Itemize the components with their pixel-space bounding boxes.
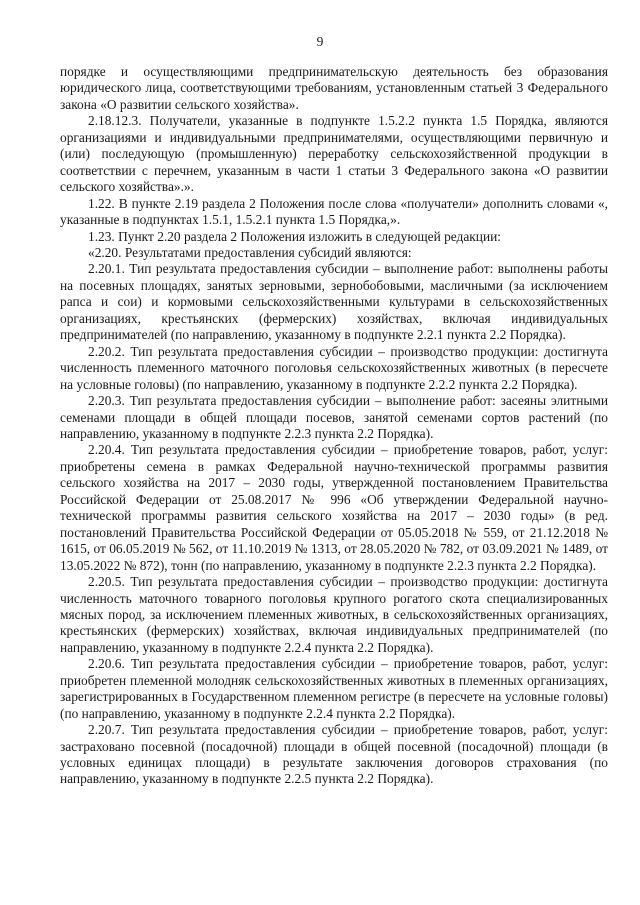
paragraph-2-20-1: 2.20.1. Тип результата предоставления субсидии – выполнение работ: выполнены работы на посевных площадях, занятых зерновыми, зернобобовыми, масличными (за исключением рапса и сои) и кормовыми сельскохозяйственными культурами в сельскохозяйственных организациях, крестьянских (фермерских) хозяйствах, включая индивидуальных предпринимателей (по направлению, указанному в подпункте 2.2.1 пункта 2.2 Порядка). <box>60 261 608 343</box>
paragraph-2-20-3: 2.20.3. Тип результата предоставления субсидии – выполнение работ: засеяны элитными семенами площади в общей площади посевов, занятой семенами сортов растений (по направлению, указанному в подпункте 2.2.3 пункта 2.2 Порядка). <box>60 393 608 441</box>
paragraph-2-20: «2.20. Результатами предоставления субсидий являются: <box>88 244 412 260</box>
paragraph-continuation: порядке и осуществляющими предпринимательскую деятельность без образования юридического лица, соответствующими требованиям, установленным статьей 3 Федерального закона «О развитии сельского хозяйства». <box>60 64 608 112</box>
paragraph-1-23: 1.23. Пункт 2.20 раздела 2 Положения изложить в следующей редакции: <box>88 228 502 244</box>
paragraph-2-20-7: 2.20.7. Тип результата предоставления субсидии – приобретение товаров, работ, услуг: застраховано посевной (посадочной) площади в общей посевной (посадочной) площади (в условных единицах площади) в результате заключения договоров страхования (по направлению, указанному в подпункте 2.2.5 пункта 2.2 Порядка). <box>60 722 608 787</box>
paragraph-2-20-5: 2.20.5. Тип результата предоставления субсидии – производство продукции: достигнута численность маточного товарного поголовья крупного рогатого скота специализированных мясных пород, за исключением племенных животных, в сельскохозяйственных организациях, крестьянских (фермерских) хозяйствах, включая индивидуальных предпринимателей (по направлению, указанному в подпункте 2.2.4 пункта 2.2 Порядка). <box>60 574 608 655</box>
page-number: 9 <box>316 34 324 49</box>
paragraph-2-20-4: 2.20.4. Тип результата предоставления субсидии – приобретение товаров, работ, услуг: приобретены семена в рамках Федеральной научно-технической программы развития сельского хозяйства на 2017 – 2030 годы, утвержденной постановлением Правительства Российской Федерации от 25.08.2017 № 996 «Об утверждении Федеральной научно-технической программы развития сельского хозяйства на 2017 – 2030 годы» (в ред. постановлений Правительства Российской Федерации от 05.05.2018 № 559, от 21.12.2018 № 1615, от 06.05.2019 № 562, от 11.10.2019 № 1313, от 28.05.2020 № 782, от 03.09.2021 № 1489, от 13.05.2022 № 872), тонн (по направлению, указанному в подпункте 2.2.3 пункта 2.2 Порядка). <box>60 442 608 573</box>
paragraph-1-22: 1.22. В пункте 2.19 раздела 2 Положения после слова «получатели» дополнить словами «, указанные в подпунктах 1.5.1, 1.5.2.1 пункта 1.5 Порядка,». <box>60 195 608 228</box>
paragraph-2-20-2: 2.20.2. Тип результата предоставления субсидии – производство продукции: достигнута численность племенного маточного поголовья сельскохозяйственных животных (в пересчете на условные головы) (по направлению, указанному в подпункте 2.2.2 пункта 2.2 Порядка). <box>60 343 608 392</box>
paragraph-2-20-6: 2.20.6. Тип результата предоставления субсидии – приобретение товаров, работ, услуг: приобретен племенной молодняк сельскохозяйственных животных в племенных организациях, зарегистрированных в Государственном племенном регистре (в пересчете на условные головы) (по направлению, указанному в подпункте 2.2.4 пункта 2.2 Порядка). <box>60 656 608 721</box>
paragraph-2-18-12-3: 2.18.12.3. Получатели, указанные в подпункте 1.5.2.2 пункта 1.5 Порядка, являются организациями и индивидуальными предпринимателями, осуществляющими первичную и (или) последующую (промышленную) переработку сельскохозяйственной продукции в соответствии с перечнем, указанным в части 1 статьи 3 Федерального закона «О развитии сельского хозяйства».». <box>60 113 608 195</box>
document-body <box>60 64 608 788</box>
